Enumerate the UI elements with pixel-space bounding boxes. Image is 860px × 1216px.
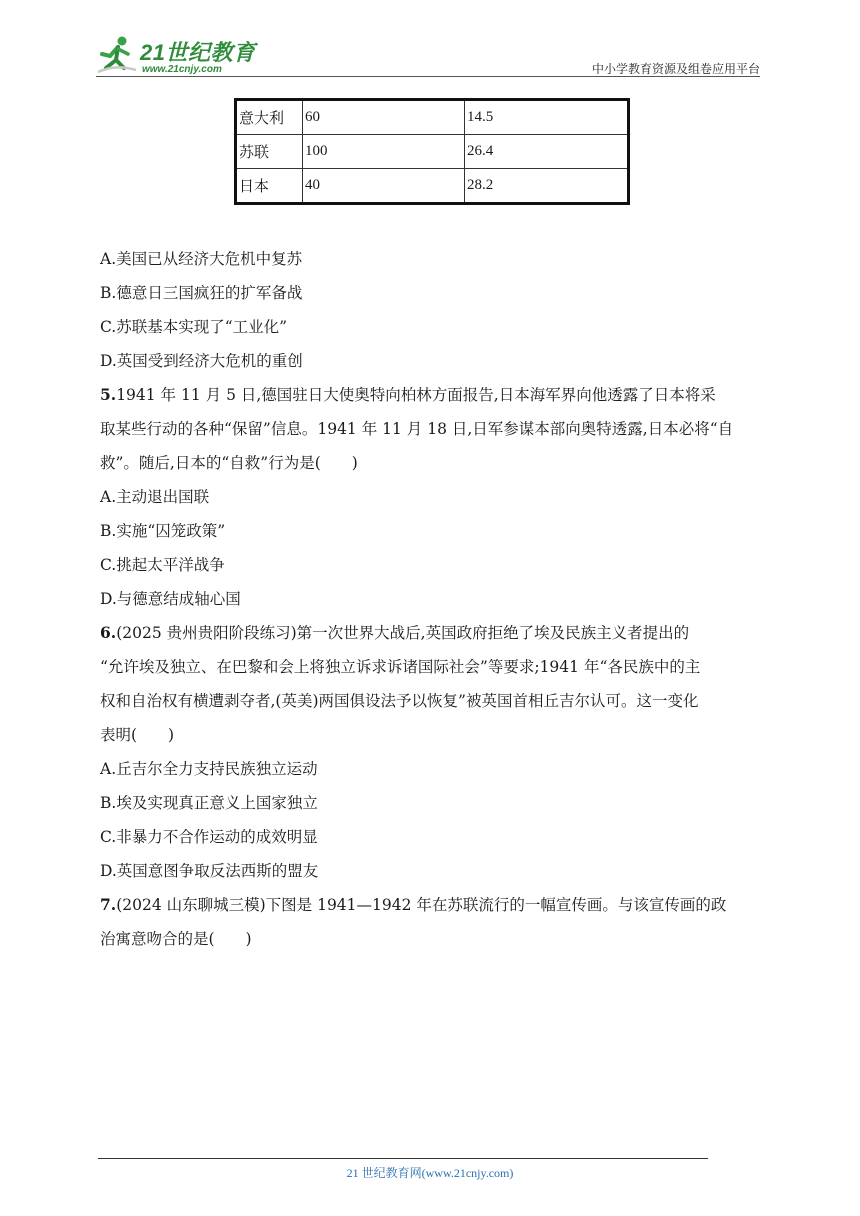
q5-number: 5. xyxy=(100,385,117,404)
logo-site-text: www.21cnjy.com xyxy=(142,64,222,75)
q6-number: 6. xyxy=(100,623,117,642)
runner-logo-icon xyxy=(96,34,138,76)
table-cell: 60 xyxy=(303,100,465,135)
q5-stem-line xyxy=(100,378,764,412)
footer-link[interactable]: 21 世纪教育网(www.21cnjy.com) xyxy=(346,1166,514,1180)
page-header xyxy=(96,28,760,80)
q6-stem-text: (2025 贵州贵阳阶段练习)第一次世界大战后,英国政府拒绝了埃及民族主义者提出的 xyxy=(116,624,690,642)
table-cell: 意大利 xyxy=(236,100,303,135)
q5-option-d: D.与德意结成轴心国 xyxy=(100,590,241,608)
table-row xyxy=(236,100,629,135)
q5-stem-line: 取某些行动的各种“保留”信息。1941 年 11 月 18 日,日军参谋本部向奥特透露,日本必将“自 xyxy=(100,420,734,438)
question-content xyxy=(100,242,764,956)
table-cell: 40 xyxy=(303,169,465,204)
q7-stem-line: 治寓意吻合的是( ) xyxy=(100,930,252,948)
q6-stem-line: 表明( ) xyxy=(100,726,175,744)
q7-stem-text: (2024 山东聊城三模)下图是 1941—1942 年在苏联流行的一幅宣传画。与该宣传画的政 xyxy=(116,896,727,914)
q5-stem-line: 救”。随后,日本的“自救”行为是( ) xyxy=(100,454,358,472)
table-cell: 100 xyxy=(303,135,465,169)
q5-option-c: C.挑起太平洋战争 xyxy=(100,556,225,574)
table-cell: 苏联 xyxy=(236,135,303,169)
table-row xyxy=(236,135,629,169)
logo xyxy=(96,34,266,78)
q4-option-c: C.苏联基本实现了“工业化” xyxy=(100,318,288,336)
q4-option-b: B.德意日三国疯狂的扩军备战 xyxy=(100,284,303,302)
q5-option-b: B.实施“囚笼政策” xyxy=(100,522,226,540)
q6-option-b: B.埃及实现真正意义上国家独立 xyxy=(100,794,318,812)
q6-stem-line: 权和自治权有横遭剥夺者,(英美)两国俱设法予以恢复”被英国首相丘吉尔认可。这一变化 xyxy=(100,692,699,710)
q5-option-a: A.主动退出国联 xyxy=(100,488,210,506)
q6-stem-line xyxy=(100,616,764,650)
data-table xyxy=(234,98,630,205)
q6-option-c: C.非暴力不合作运动的成效明显 xyxy=(100,828,318,846)
header-tagline: 中小学教育资源及组卷应用平台 xyxy=(591,62,760,76)
table-cell: 日本 xyxy=(236,169,303,204)
q4-option-a: A.美国已从经济大危机中复苏 xyxy=(100,250,303,268)
table-cell: 28.2 xyxy=(465,169,629,204)
footer-divider xyxy=(98,1158,708,1159)
logo-brand-text: 21世纪教育 xyxy=(140,40,256,65)
q4-option-d: D.英国受到经济大危机的重创 xyxy=(100,352,303,370)
q7-number: 7. xyxy=(100,895,117,914)
table-row xyxy=(236,169,629,204)
q6-stem-line: “允许埃及独立、在巴黎和会上将独立诉求诉诸国际社会”等要求;1941 年“各民族中的主 xyxy=(100,658,701,676)
q6-option-d: D.英国意图争取反法西斯的盟友 xyxy=(100,862,319,880)
table-cell: 14.5 xyxy=(465,100,629,135)
table-cell: 26.4 xyxy=(465,135,629,169)
q7-stem-line xyxy=(100,888,764,922)
q6-option-a: A.丘吉尔全力支持民族独立运动 xyxy=(100,760,318,778)
q5-stem-text: 1941 年 11 月 5 日,德国驻日大使奥特向柏林方面报告,日本海军界向他透露了日本将采 xyxy=(116,386,716,404)
header-divider xyxy=(96,76,760,77)
